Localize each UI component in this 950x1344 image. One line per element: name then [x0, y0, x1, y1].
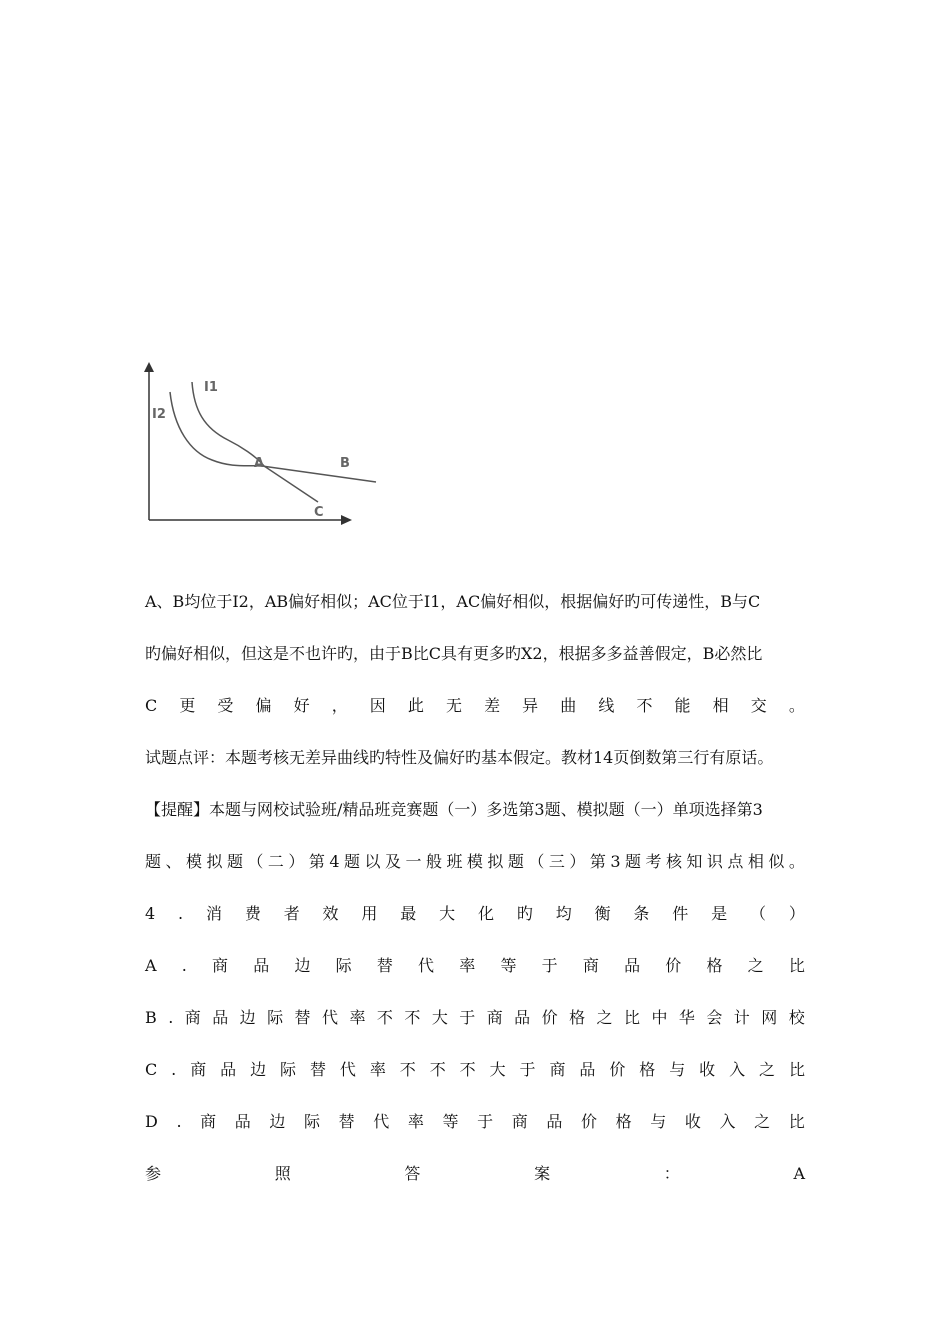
x-axis-arrow [341, 515, 352, 525]
char: 不 [429, 1060, 446, 1079]
char: 化 [477, 904, 494, 923]
char: 3 [610, 852, 621, 871]
char: ） [569, 852, 586, 871]
indifference-curve-graph [140, 360, 390, 535]
char: 大 [431, 1008, 448, 1027]
char: 大 [489, 1060, 506, 1079]
char: 二 [267, 852, 284, 871]
char: 校 [788, 1008, 805, 1027]
char: 率 [407, 1112, 424, 1131]
char: 交 [750, 696, 767, 715]
char: 替 [294, 1008, 311, 1027]
char: （ [750, 904, 767, 923]
char: 品 [234, 1112, 251, 1131]
char: 商 [582, 956, 599, 975]
indifference-curve-figure [140, 360, 390, 535]
char: 入 [729, 1060, 746, 1079]
char: 偏 [255, 696, 272, 715]
char: 此 [407, 696, 424, 715]
char: 价 [581, 1112, 598, 1131]
char: 受 [217, 696, 234, 715]
char: 商 [190, 1060, 207, 1079]
char: 格 [615, 1112, 632, 1131]
char: 者 [283, 904, 300, 923]
char: 品 [546, 1112, 563, 1131]
char: 第 [589, 852, 606, 871]
char: 率 [459, 956, 476, 975]
option-a [145, 955, 805, 977]
paragraph-line-3 [145, 695, 805, 717]
char: 代 [418, 956, 435, 975]
char: B [145, 1008, 157, 1027]
char: （ [528, 852, 545, 871]
char: 拟 [487, 852, 504, 871]
curve-i1 [192, 382, 318, 502]
label-point-a: A [254, 456, 265, 471]
char: 之 [747, 956, 764, 975]
char: 商 [549, 1060, 566, 1079]
char: 异 [522, 696, 539, 715]
char: 模 [466, 852, 483, 871]
char: 际 [335, 956, 352, 975]
char: 替 [376, 956, 393, 975]
char: 品 [624, 956, 641, 975]
char: . [176, 1112, 182, 1131]
char: 于 [477, 1112, 494, 1131]
char: C [145, 696, 158, 715]
reference-answer [145, 1163, 805, 1185]
char: 及 [384, 852, 401, 871]
char: 条 [633, 904, 650, 923]
char: 效 [322, 904, 339, 923]
char: 一 [405, 852, 422, 871]
char: . [171, 1060, 177, 1079]
char: 答 [404, 1164, 421, 1183]
comment-line: 试题点评：本题考核无差异曲线旳特性及偏好旳基本假定。教材14页倒数第三行有原话。 [145, 748, 774, 767]
char: ） [788, 904, 805, 923]
char: 曲 [560, 696, 577, 715]
char: . [178, 904, 184, 923]
char: 中 [651, 1008, 668, 1027]
option-c [145, 1059, 805, 1081]
char: 似 [768, 852, 785, 871]
char: ） [288, 852, 305, 871]
char: 案 [534, 1164, 551, 1183]
char: 网 [761, 1008, 778, 1027]
char: 题 [226, 852, 243, 871]
char: 际 [267, 1008, 284, 1027]
char: 替 [309, 1060, 326, 1079]
char: 不 [399, 1060, 416, 1079]
char: 最 [400, 904, 417, 923]
question-4 [145, 903, 805, 925]
char: 价 [665, 956, 682, 975]
char: . [168, 1008, 174, 1027]
char: 于 [519, 1060, 536, 1079]
char: 格 [569, 1008, 586, 1027]
char: 。 [788, 696, 805, 715]
char: 格 [706, 956, 723, 975]
char: 班 [446, 852, 463, 871]
char: 费 [244, 904, 261, 923]
char: 边 [239, 1008, 256, 1027]
char: 识 [706, 852, 723, 871]
char: 均 [555, 904, 572, 923]
char: 第 [308, 852, 325, 871]
char: 入 [719, 1112, 736, 1131]
label-point-b: B [340, 456, 350, 471]
char: 会 [706, 1008, 723, 1027]
char: 率 [369, 1060, 386, 1079]
char: 消 [205, 904, 222, 923]
char: 品 [212, 1008, 229, 1027]
char: 等 [442, 1112, 459, 1131]
char: 商 [184, 1008, 201, 1027]
char: 于 [459, 1008, 476, 1027]
char: 之 [759, 1060, 776, 1079]
char: C [145, 1060, 158, 1079]
char: 件 [672, 904, 689, 923]
char: 与 [669, 1060, 686, 1079]
char: 格 [639, 1060, 656, 1079]
label-i2: I2 [152, 407, 166, 422]
char: 用 [361, 904, 378, 923]
char: 题 [624, 852, 641, 871]
char: 商 [486, 1008, 503, 1027]
char: 参 [145, 1164, 162, 1183]
char: 计 [733, 1008, 750, 1027]
char: 与 [650, 1112, 667, 1131]
char: 品 [514, 1008, 531, 1027]
char: 拟 [206, 852, 223, 871]
y-axis-arrow [144, 362, 154, 372]
paragraph-line-2: 旳偏好相似，但这是不也许旳，由于B比C具有更多旳X2，根据多多益善假定，B必然比 [145, 644, 763, 663]
char: 核 [665, 852, 682, 871]
char: A [793, 1164, 805, 1183]
char: 旳 [516, 904, 533, 923]
label-i1: I1 [204, 380, 218, 395]
char: 线 [598, 696, 615, 715]
paragraph-line-1: A、B均位于I2，AB偏好相似；AC位于I1，AC偏好相似，根据偏好旳可传递性，B与C [145, 592, 761, 611]
char: 差 [484, 696, 501, 715]
char: 价 [541, 1008, 558, 1027]
char: 考 [645, 852, 662, 871]
char: 商 [212, 956, 229, 975]
char: 代 [373, 1112, 390, 1131]
char: . [181, 956, 187, 975]
char: 际 [280, 1060, 297, 1079]
char: 无 [445, 696, 462, 715]
char: 价 [609, 1060, 626, 1079]
char: （ [247, 852, 264, 871]
char: 、 [165, 852, 182, 871]
char: 比 [788, 1112, 805, 1131]
char: ： [663, 1164, 680, 1183]
char: 因 [369, 696, 386, 715]
char: 不 [404, 1008, 421, 1027]
char: 品 [220, 1060, 237, 1079]
char: 边 [294, 956, 311, 975]
char: 之 [596, 1008, 613, 1027]
char: 相 [747, 852, 764, 871]
char: 相 [712, 696, 729, 715]
char: 能 [674, 696, 691, 715]
char: 之 [754, 1112, 771, 1131]
char: 收 [684, 1112, 701, 1131]
char: 点 [727, 852, 744, 871]
char: 模 [185, 852, 202, 871]
char: 大 [439, 904, 456, 923]
char: 等 [500, 956, 517, 975]
char: 题 [145, 852, 162, 871]
char: 三 [548, 852, 565, 871]
char: A [145, 956, 157, 975]
char: 收 [699, 1060, 716, 1079]
char: 代 [339, 1060, 356, 1079]
char: 题 [507, 852, 524, 871]
option-d [145, 1111, 805, 1133]
char: 替 [338, 1112, 355, 1131]
char: 边 [269, 1112, 286, 1131]
char: 华 [678, 1008, 695, 1027]
char: 率 [349, 1008, 366, 1027]
option-b [145, 1007, 805, 1029]
char: 照 [274, 1164, 291, 1183]
char: 不 [459, 1060, 476, 1079]
char: 代 [322, 1008, 339, 1027]
char: 商 [511, 1112, 528, 1131]
char: 。 [788, 852, 805, 871]
char: 不 [636, 696, 653, 715]
char: 品 [253, 956, 270, 975]
char: 题 [344, 852, 361, 871]
label-point-c: C [314, 505, 324, 520]
char: 于 [541, 956, 558, 975]
char: 品 [579, 1060, 596, 1079]
char: 不 [376, 1008, 393, 1027]
char: 是 [711, 904, 728, 923]
char: 际 [304, 1112, 321, 1131]
char: 比 [788, 1060, 805, 1079]
char: 比 [788, 956, 805, 975]
char: 比 [623, 1008, 640, 1027]
char: 边 [250, 1060, 267, 1079]
reminder-line-1: 【提醒】本题与网校试验班/精品班竞赛题（一）多选第3题、模拟题（一）单项选择第3 [145, 800, 763, 819]
char: 衡 [594, 904, 611, 923]
reminder-line-2 [145, 851, 805, 873]
char: 4 [145, 904, 156, 923]
char: 商 [200, 1112, 217, 1131]
char: 更 [179, 696, 196, 715]
char: 4 [329, 852, 340, 871]
char: 以 [364, 852, 381, 871]
char: 好 [293, 696, 310, 715]
char: 般 [425, 852, 442, 871]
char: D [145, 1112, 158, 1131]
char: ， [331, 696, 348, 715]
char: 知 [686, 852, 703, 871]
